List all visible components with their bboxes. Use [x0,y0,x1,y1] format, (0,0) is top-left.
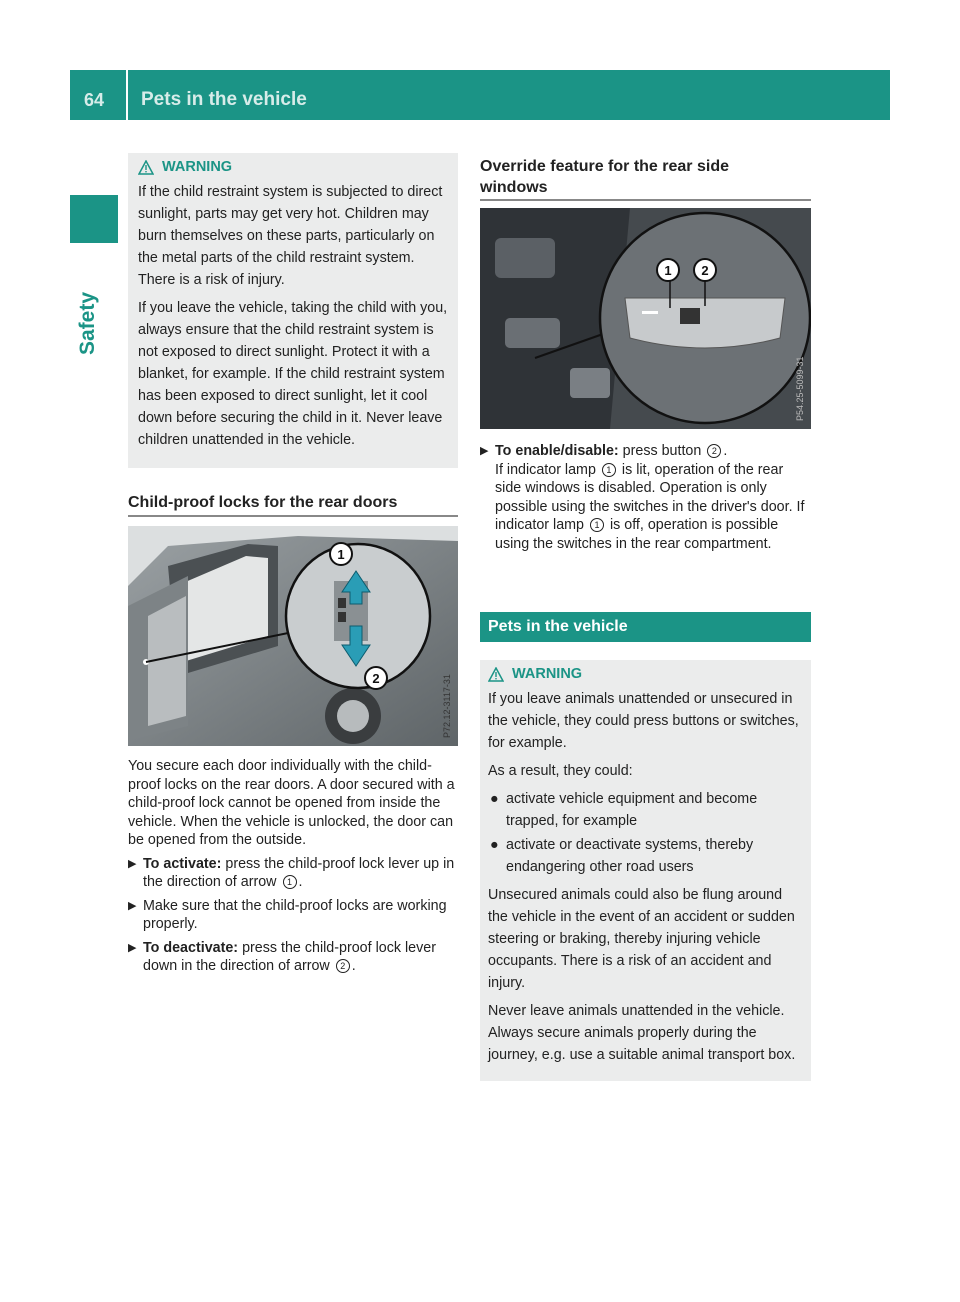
bullet-icon: ● [490,791,499,807]
page-number: 64 [84,90,105,110]
header-separator [126,70,128,120]
window-switch-illustration [480,208,811,429]
step-label: To activate: [143,855,222,872]
car-door-illustration [128,526,458,746]
childproof-intro: You secure each door individually with the child-proof locks on the rear doors. A door secured with a child-proof lock cannot be opened from inside the vehicle. When the vehicle is unlocked, the door can be opened from the outside. [128,758,455,848]
ref-number: 2 [707,444,721,458]
figure-code: P54.25-5099-31 [795,356,805,421]
detail-text: If indicator lamp [495,461,596,478]
switch-button-icon [680,308,700,324]
heading-rule [480,199,811,201]
step-text: Make sure that the child-proof locks are working properly. [143,897,447,932]
list-item [488,834,803,878]
ref-number: 1 [602,463,616,477]
warning-box-pets [480,660,811,1081]
warning-paragraph: If you leave the vehicle, taking the child with you, always ensure that the child restraint system is not exposed to direct sunlight. Protect it with a blanket, for example. If the child restraint system has been exposed to direct sunlight, let it cool down before securing the child in it. Never leave children unattended in the vehicle. [138,300,448,448]
ref-number: 1 [283,875,297,889]
warning-triangle-icon [138,160,154,175]
step-text: press button [622,443,702,459]
step-arrow-icon: ▶ [128,857,137,870]
warning-title: WARNING [512,666,583,682]
override-heading: Override feature for the rear side windows [480,158,729,196]
step-activate: ▶ To activate: press the child-proof lock lever up in the direction of arrow 1 . [128,855,455,890]
step-arrow-icon: ▶ [128,941,137,954]
list-item [488,788,803,832]
detail-text: is off, operation is possible using the switches in the rear compartment. [495,517,779,552]
step-check [128,897,461,934]
warning-triangle-icon [488,667,504,682]
ref-number: 2 [336,959,350,973]
callout-2: 2 [372,671,380,686]
section-header-pets [480,612,811,642]
childproof-text [128,757,461,981]
chapter-label: Safety [76,291,99,355]
indicator-lamp-icon [642,311,658,314]
ref-number: 1 [590,518,604,532]
bullet-icon: ● [490,837,499,853]
callout-1: 1 [337,547,345,562]
consequence-list [488,788,803,878]
step-arrow-icon: ▶ [128,899,137,912]
header-title: Pets in the vehicle [141,89,307,110]
step-arrow-icon: ▶ [480,445,489,457]
warning-title: WARNING [162,159,233,175]
warning-paragraph: Unsecured animals could also be flung around the vehicle in the event of an accident or sudden steering or braking, thereby injuring vehicle occupants. There is a risk of an accident and injury. [488,887,795,991]
childproof-heading: Child-proof locks for the rear doors [128,494,398,511]
override-switch-figure [480,208,811,429]
step-label: To enable/disable: [495,443,619,459]
step-enable-disable: ▶ To enable/disable: press button 2 . If indicator lamp 1 is lit, operation of the rear side windows is disabled. Operation is only possible using the switches in the driver's door. If indicator lamp 1 is off, operation is possible using the switches in the rear compartment. [480,443,805,552]
warning-paragraph: Never leave animals unattended in the vehicle. Always secure animals properly during the journey, e.g. use a suitable animal transport box. [488,1003,796,1063]
warning-heading [138,159,448,175]
chapter-tab [70,195,118,243]
warning-heading [488,666,803,682]
section-title: Pets in the vehicle [488,618,628,635]
step-deactivate: ▶ To deactivate: press the child-proof lock lever down in the direction of arrow 2 . [128,939,436,974]
warning-box-sunlight [128,153,458,468]
heading-rule [128,515,458,517]
callout-1: 1 [664,263,672,278]
callout-2: 2 [701,263,709,278]
warning-paragraph: If the child restraint system is subjected to direct sunlight, parts may get very hot. Children may burn themselves on these parts, particularly on the metal parts of the child restraint system. There is a risk of injury. [138,184,443,288]
override-text [480,442,813,558]
step-label: To deactivate: [143,939,239,956]
step-text: press the child-proof lock lever up in the direction of arrow [143,855,455,890]
figure-code: P72.12-3117-31 [442,674,452,738]
list-item-text: activate vehicle equipment and become trapped, for example [506,791,758,829]
page-header [70,70,890,120]
detail-text: is lit, operation of the rear side windows is disabled. Operation is only possible using the switches in the driver's door. If indicator lamp [495,461,805,533]
step-text: press the child-proof lock lever down in the direction of arrow [143,939,436,974]
list-item-text: activate or deactivate systems, thereby endangering other road users [506,837,754,875]
childproof-lock-figure [128,526,458,746]
warning-paragraph: If you leave animals unattended or unsecured in the vehicle, they could press buttons or switches, for example. [488,691,799,751]
warning-paragraph: As a result, they could: [488,763,633,779]
